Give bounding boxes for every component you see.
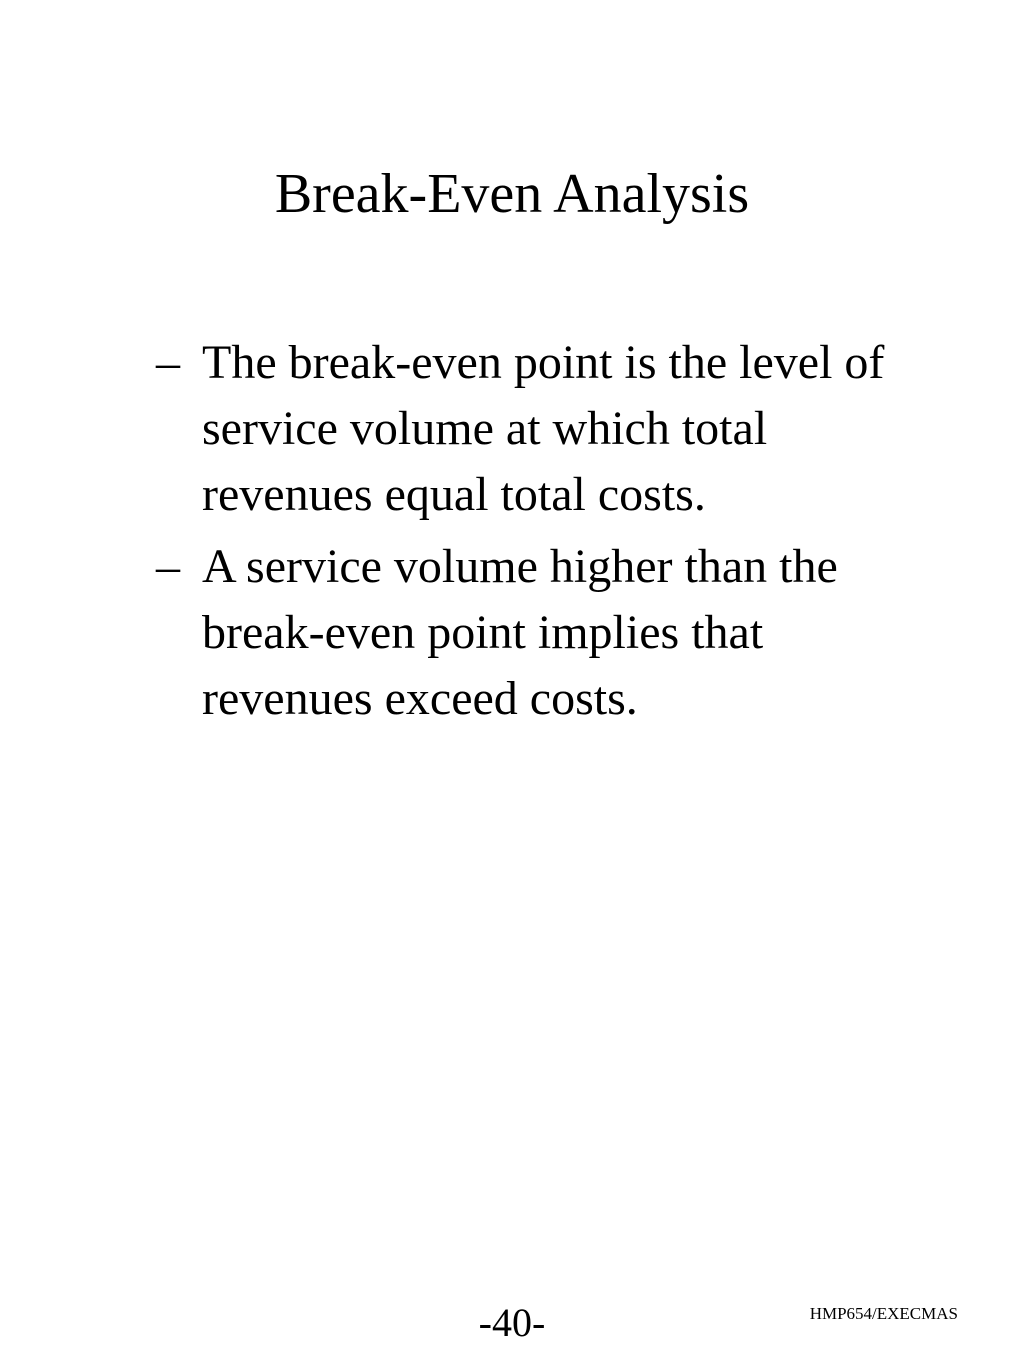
course-code: HMP654/EXECMAS <box>809 1304 958 1323</box>
bullet-text: A service volume higher than the break-even point implies that revenues exceed costs. <box>202 540 838 725</box>
slide-title: Break-Even Analysis <box>274 163 750 225</box>
dash-bullet-icon: – <box>156 336 180 389</box>
bullet-item-higher-volume <box>156 534 936 732</box>
bullet-list <box>156 330 936 738</box>
bullet-text: The break-even point is the level of service volume at which total revenues equal total costs. <box>202 336 885 521</box>
bullet-item-break-even-definition <box>156 330 936 528</box>
dash-bullet-icon: – <box>156 540 180 593</box>
page-number: -40- <box>478 1300 546 1345</box>
